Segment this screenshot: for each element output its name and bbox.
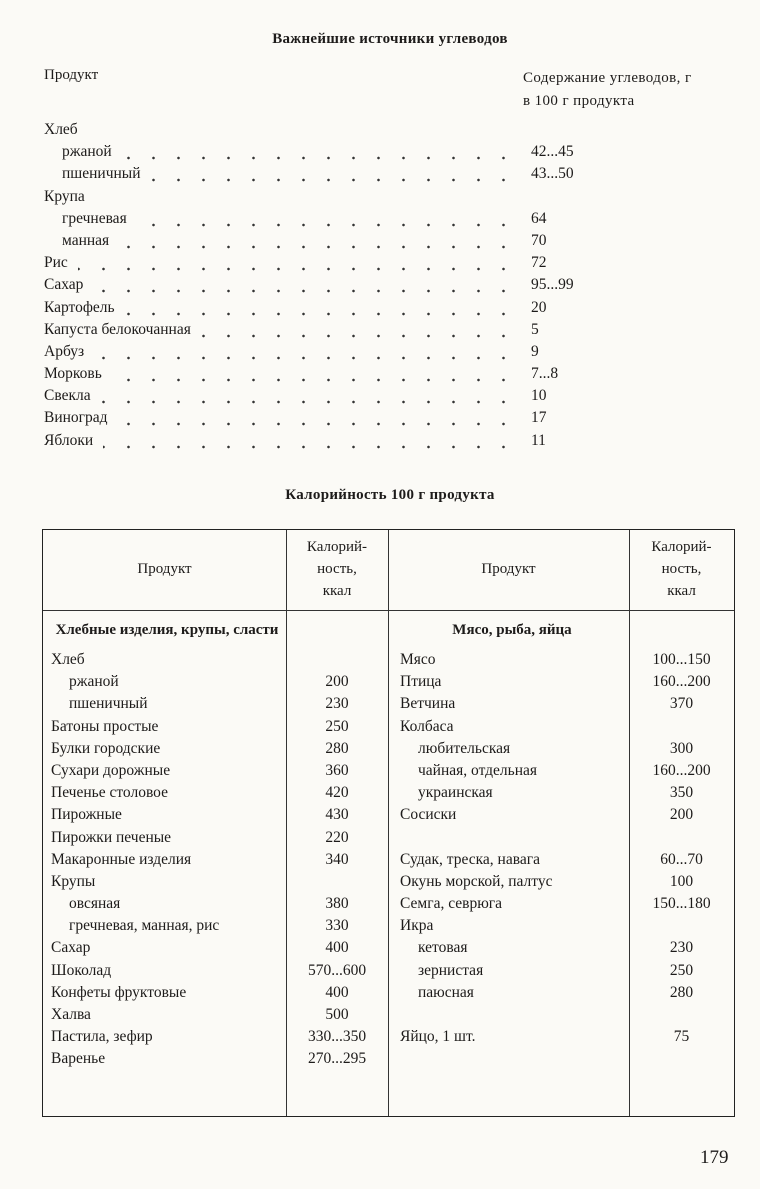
product-name: Мясо [400, 651, 436, 668]
carbs-product-name: манная [44, 230, 115, 252]
dot-leader [103, 430, 516, 452]
kcal-value: 500 [325, 1006, 349, 1023]
table-row [388, 760, 734, 782]
table-row [388, 738, 734, 760]
carbs-row [44, 230, 604, 252]
kcal-value: 250 [669, 961, 694, 979]
dot-leader [94, 341, 516, 363]
table-row [388, 982, 734, 1004]
calories-left-column [43, 620, 388, 1071]
th-kcal-right-l2: ность, [661, 561, 702, 577]
dot-leader [119, 230, 516, 252]
table-row [388, 827, 734, 849]
th-kcal-right-l3: ккал [667, 583, 696, 599]
product-name: Варенье [51, 1050, 106, 1068]
table-row [388, 804, 734, 826]
carbs-title: Важнейшие источники углеводов [272, 31, 508, 47]
dot-leader [101, 385, 516, 407]
kcal-value: 300 [669, 739, 694, 757]
product-name: Пирожки печеные [51, 828, 172, 846]
product-name: Ветчина [400, 695, 456, 713]
product-name: Макаронные изделия [51, 850, 192, 868]
product-name: любительская [418, 739, 511, 757]
table-row [388, 893, 734, 915]
product-name: Булки городские [51, 739, 161, 757]
table-row [43, 937, 388, 959]
carbs-list [44, 119, 604, 452]
kcal-value: 330...350 [307, 1028, 367, 1046]
product-name: Колбаса [400, 717, 454, 735]
calories-right-column [388, 620, 734, 1048]
dot-leader [118, 407, 516, 429]
table-row [43, 760, 388, 782]
carbs-product-name: Сахар [44, 274, 89, 296]
carbs-product-name: Рис [44, 252, 74, 274]
product-name: Крупы [51, 872, 96, 890]
table-row [388, 937, 734, 959]
kcal-value: 220 [325, 828, 349, 846]
kcal-value: 200 [325, 673, 349, 691]
carbs-product-name: Морковь [44, 363, 108, 385]
product-name: Судак, треска, навага [400, 850, 540, 868]
kcal-value: 570...600 [307, 961, 367, 979]
carbs-product-name: гречневая [44, 208, 133, 230]
table-row [43, 871, 388, 893]
carbs-value: 20 [531, 298, 547, 316]
carbs-row [44, 208, 604, 230]
kcal-value: 330 [325, 917, 349, 935]
product-name: гречневая, манная, рис [69, 917, 220, 935]
carbs-product-name: Капуста белокочанная [44, 319, 197, 341]
carbs-row [44, 385, 604, 407]
section-heading: Мясо, рыба, яйца [452, 622, 572, 638]
carbs-product-name: Картофель [44, 297, 121, 319]
table-row [43, 849, 388, 871]
table-row [388, 649, 734, 671]
carbs-product-name: Хлеб [44, 119, 84, 141]
carbs-value: 5 [531, 320, 539, 338]
product-name: ржаной [69, 673, 119, 691]
product-name: Хлеб [51, 651, 85, 668]
product-name: Окунь морской, палтус [400, 872, 553, 890]
kcal-value: 160...200 [652, 673, 711, 691]
carbs-product-name: Виноград [44, 407, 114, 429]
carbs-row [44, 252, 604, 274]
th-kcal-right [629, 536, 734, 602]
carbs-row [44, 363, 604, 385]
product-name: зернистая [418, 961, 484, 979]
carbs-product-name: Свекла [44, 385, 97, 407]
table-row [388, 960, 734, 982]
table-row [43, 893, 388, 915]
kcal-value: 60...70 [660, 850, 703, 868]
table-row [43, 671, 388, 693]
table-row [43, 1004, 388, 1026]
th-kcal-right-l1: Калорий- [651, 539, 712, 555]
section-heading: Хлебные изделия, крупы, сласти [55, 622, 279, 638]
th-product-right: Продукт [481, 561, 536, 577]
product-name: чайная, отдельная [418, 761, 538, 779]
product-name: кетовая [418, 939, 468, 957]
kcal-value: 420 [325, 784, 349, 802]
dot-leader [125, 297, 516, 319]
kcal-value: 350 [669, 784, 694, 802]
table-row [388, 871, 734, 893]
table-row [43, 960, 388, 982]
dot-leader [112, 363, 516, 385]
product-name: Батоны простые [51, 717, 159, 735]
calories-table [42, 529, 735, 1117]
product-name: Сосиски [400, 806, 457, 824]
carbs-product-name: Крупа [44, 186, 91, 208]
kcal-value: 230 [669, 939, 694, 957]
carbs-col-content-line1: Содержание углеводов, г [523, 70, 692, 86]
carbs-product-name: Арбуз [44, 341, 90, 363]
product-name: украинская [418, 784, 493, 802]
carbs-row [44, 319, 604, 341]
product-name: пшеничный [69, 695, 148, 713]
table-row [43, 649, 388, 671]
th-product-left: Продукт [137, 561, 192, 577]
carbs-row [44, 407, 604, 429]
table-row [388, 1026, 734, 1048]
kcal-value: 230 [325, 695, 349, 713]
product-name: Сухари дорожные [51, 761, 171, 779]
kcal-value: 430 [325, 806, 349, 824]
table-row [43, 716, 388, 738]
header-divider [43, 610, 734, 611]
table-row [43, 1048, 388, 1070]
table-row [43, 982, 388, 1004]
product-name: овсяная [69, 895, 121, 913]
page-number: 179 [700, 1147, 729, 1168]
dot-leader [137, 208, 516, 230]
carbs-value: 9 [531, 342, 539, 360]
kcal-value: 360 [325, 761, 349, 779]
kcal-value: 100...150 [652, 651, 711, 668]
carbs-row [44, 430, 604, 452]
kcal-value: 280 [669, 983, 694, 1001]
table-row [388, 716, 734, 738]
product-name: Пастила, зефир [51, 1028, 153, 1046]
carbs-row [44, 141, 604, 163]
dot-leader [151, 163, 516, 185]
kcal-value: 400 [325, 983, 349, 1001]
carbs-row [44, 297, 604, 319]
carbs-value: 11 [531, 431, 546, 449]
carbs-col-content-line2: в 100 г продукта [523, 93, 635, 109]
table-row [388, 693, 734, 715]
th-kcal-left-l3: ккал [322, 583, 352, 599]
carbs-col-content [523, 67, 692, 113]
table-row [43, 915, 388, 937]
product-name: Яйцо, 1 шт. [400, 1028, 476, 1046]
carbs-row [44, 119, 604, 141]
product-name: Сахар [51, 939, 91, 957]
carbs-col-product: Продукт [44, 67, 99, 83]
carbs-value: 42...45 [531, 143, 574, 161]
product-name: Халва [51, 1006, 91, 1023]
table-row [388, 782, 734, 804]
carbs-row [44, 341, 604, 363]
kcal-value: 400 [325, 939, 349, 957]
carbs-value: 7...8 [531, 365, 559, 383]
kcal-value: 380 [325, 895, 349, 913]
th-kcal-left-l1: Калорий- [306, 539, 368, 555]
kcal-value: 75 [673, 1028, 690, 1046]
table-row [388, 915, 734, 937]
table-row [43, 693, 388, 715]
dot-leader [201, 319, 516, 341]
carbs-value: 95...99 [531, 276, 574, 294]
table-row [388, 849, 734, 871]
kcal-value: 370 [669, 695, 694, 713]
table-row [43, 782, 388, 804]
product-name: Шоколад [51, 961, 112, 979]
product-name: Конфеты фруктовые [51, 983, 187, 1001]
carbs-product-name: Яблоки [44, 430, 99, 452]
th-kcal-left-l2: ность, [317, 561, 357, 577]
dot-leader [93, 274, 516, 296]
table-row [43, 804, 388, 826]
product-name: Семга, севрюга [400, 895, 503, 913]
table-row [43, 827, 388, 849]
product-name: Икра [400, 917, 434, 935]
calories-title: Калорийность 100 г продукта [285, 487, 495, 503]
kcal-value: 250 [325, 717, 349, 735]
dot-leader [78, 252, 516, 274]
product-name: Пирожные [51, 806, 122, 824]
table-row [388, 671, 734, 693]
dot-leader [122, 141, 516, 163]
carbs-value: 72 [531, 254, 547, 272]
carbs-row [44, 274, 604, 296]
kcal-value: 160...200 [652, 761, 711, 779]
product-name: Птица [400, 673, 442, 691]
carbs-row [44, 186, 604, 208]
kcal-value: 150...180 [652, 895, 711, 913]
carbs-value: 70 [531, 231, 547, 249]
kcal-value: 100 [669, 872, 694, 890]
kcal-value: 280 [325, 739, 349, 757]
table-row [388, 1004, 734, 1026]
table-row [43, 1026, 388, 1048]
carbs-value: 43...50 [531, 165, 574, 183]
carbs-value: 10 [531, 387, 547, 405]
kcal-value: 340 [325, 850, 349, 868]
table-row [43, 738, 388, 760]
kcal-value: 200 [669, 806, 694, 824]
carbs-value: 17 [531, 409, 547, 427]
carbs-row [44, 163, 604, 185]
carbs-value: 64 [531, 209, 547, 227]
product-name: паюсная [418, 983, 474, 1001]
kcal-value: 270...295 [307, 1050, 367, 1068]
th-kcal-left [286, 536, 388, 602]
carbs-product-name: пшеничный [44, 163, 147, 185]
carbs-product-name: ржаной [44, 141, 118, 163]
product-name: Печенье столовое [51, 784, 168, 802]
